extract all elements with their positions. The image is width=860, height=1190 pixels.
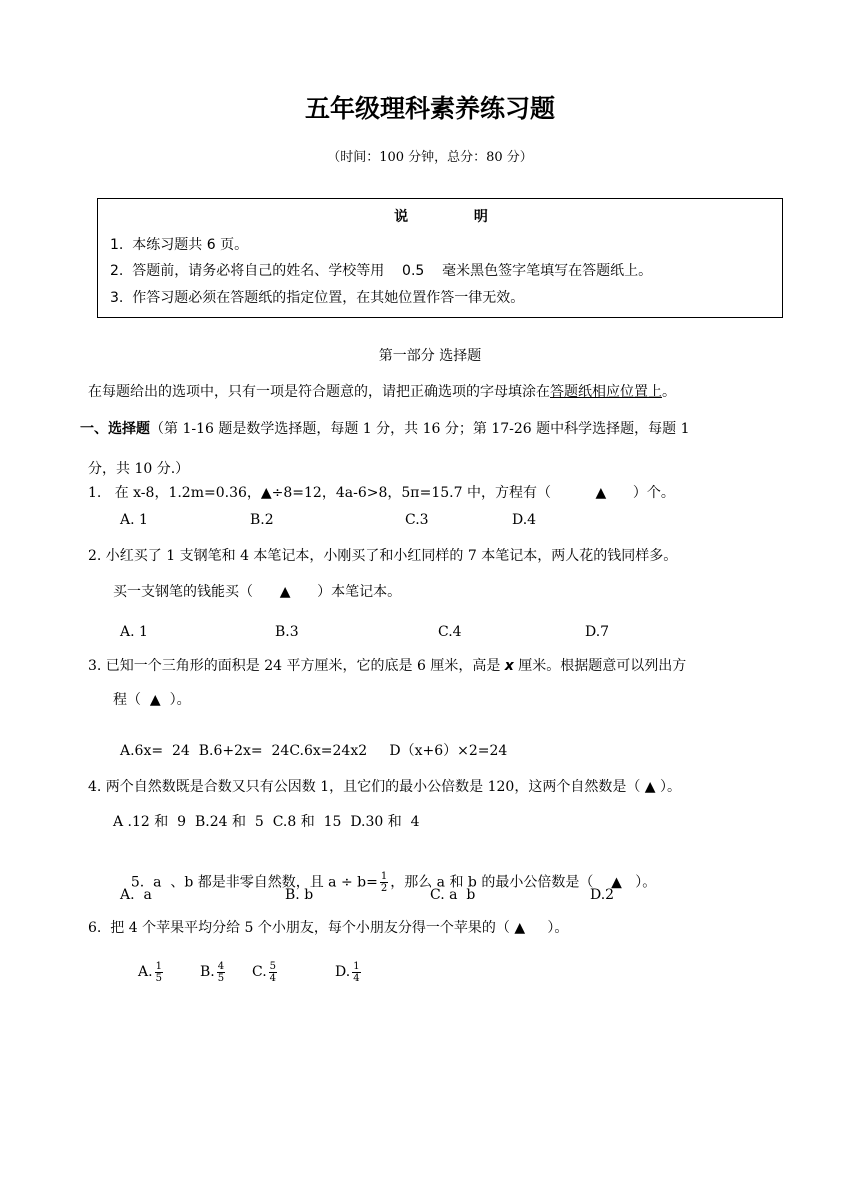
question-2: 2. 小红买了 1 支钢笔和 4 本笔记本，小刚买了和小红同样的 7 本笔记本，两人花的钱同样多。	[88, 548, 678, 564]
q5-fraction-numerator: 1	[380, 871, 388, 882]
fraction-numerator: 5	[269, 960, 277, 972]
question-4: 4. 两个自然数既是合数又只有公因数 1，且它们的最小公倍数是 120，这两个自然数是（ ▲ ）。	[88, 779, 682, 795]
q6-option-c-label: C.	[252, 964, 267, 980]
q6-option-d	[335, 958, 363, 986]
q6-option-c-fraction	[269, 961, 277, 984]
q1-option-b: B.2	[250, 512, 274, 528]
fraction-denominator: 4	[269, 972, 277, 984]
q6-option-b-fraction	[217, 961, 225, 984]
instruction-text: 在每题给出的选项中，只有一项是符合题意的，请把正确选项的字母填涂在	[88, 384, 550, 400]
q5-option-d: D.2	[590, 887, 615, 903]
q6-option-b	[200, 958, 227, 986]
q6-option-d-fraction	[352, 961, 360, 984]
q1-option-a: A. 1	[120, 512, 148, 528]
q2-option-a: A. 1	[120, 624, 148, 640]
fraction-numerator: 4	[217, 960, 225, 972]
page-subtitle: （时间：100 分钟，总分：80 分）	[327, 150, 533, 165]
q4-options: A .12 和 9 B.24 和 5 C.8 和 15 D.30 和 4	[113, 814, 420, 830]
q5-option-b: B. b	[285, 887, 314, 903]
part-instruction	[88, 382, 676, 402]
q5-fraction-denominator: 2	[380, 883, 388, 894]
notice-title	[98, 207, 784, 227]
section-label: 一、选择题	[80, 421, 150, 437]
part-heading: 第一部分 选择题	[378, 348, 482, 364]
q6-option-d-label: D.	[335, 964, 351, 980]
question-6: 6. 把 4 个苹果平均分给 5 个小朋友，每个小朋友分得一个苹果的（ ▲ ）。	[88, 920, 569, 936]
q1-option-c: C.3	[405, 512, 429, 528]
section-heading	[80, 419, 690, 439]
fraction-numerator: 1	[155, 960, 162, 972]
q2-option-d: D.7	[585, 624, 610, 640]
fraction-denominator: 5	[155, 972, 162, 984]
q3-text-start: 3. 已知一个三角形的面积是 24 平方厘米，它的底是 6 厘米，高是	[88, 658, 505, 674]
instruction-end: 。	[662, 384, 676, 400]
instruction-underlined: 答题纸相应位置上	[550, 384, 662, 400]
q2-option-c: C.4	[438, 624, 462, 640]
notice-box	[97, 198, 783, 318]
q5-option-c: C. a b	[430, 887, 476, 903]
question-1: 1. 在 x-8，1.2m=0.36，▲÷8=12，4a-6>8，5п=15.7 中，方程有（ ▲ ）个。	[88, 485, 675, 501]
q3-variable: x	[504, 658, 514, 674]
question-3-cont: 程（ ▲ ）。	[113, 692, 191, 708]
q1-option-d: D.4	[512, 512, 537, 528]
section-desc-cont: 分，共 10 分.）	[88, 461, 190, 477]
q6-option-b-label: B.	[200, 964, 215, 980]
q5-fraction	[380, 871, 388, 894]
q2-option-b: B.3	[275, 624, 299, 640]
notice-title-char-1: 说	[394, 209, 409, 225]
q3-text-end: 厘米。根据题意可以列出方	[513, 658, 687, 674]
q5-text-end: ，那么 a 和 b 的最小公倍数是（ ▲ ）。	[390, 874, 657, 891]
q6-option-a-label: A.	[138, 964, 153, 980]
q6-option-c	[252, 958, 279, 986]
fraction-denominator: 5	[217, 972, 225, 984]
notice-title-char-2: 明	[473, 209, 488, 225]
q3-options: A.6ⅹ= 24 B.6+2ⅹ= 24C.6ⅹ=24x2 D（ⅹ+6）×2=24	[120, 743, 508, 759]
notice-item: 2. 答题前，请务必将自己的姓名、学校等用 0.5 毫米黑色签字笔填写在答题纸上。	[110, 263, 653, 279]
question-5	[113, 851, 656, 914]
question-2-cont: 买一支钢笔的钱能买（ ▲ ）本笔记本。	[113, 584, 402, 600]
fraction-numerator: 1	[353, 960, 360, 972]
q5-option-a: A. a	[120, 887, 152, 903]
q5-text-start: 5. a 、b 都是非零自然数，且 a ÷ b=	[130, 874, 378, 891]
section-desc: （第 1-16 题是数学选择题，每题 1 分，共 16 分；第 17-26 题中科学选择题，每题 1	[150, 421, 690, 437]
fraction-denominator: 4	[353, 972, 360, 984]
notice-item: 3. 作答习题必须在答题纸的指定位置，在其她位置作答一律无效。	[110, 290, 525, 306]
notice-item: 1. 本练习题共 6 页。	[110, 237, 249, 253]
q6-option-a	[138, 958, 165, 986]
page-title: 五年级理科素养练习题	[304, 94, 555, 123]
q6-option-a-fraction	[155, 961, 163, 984]
question-3	[88, 656, 686, 676]
